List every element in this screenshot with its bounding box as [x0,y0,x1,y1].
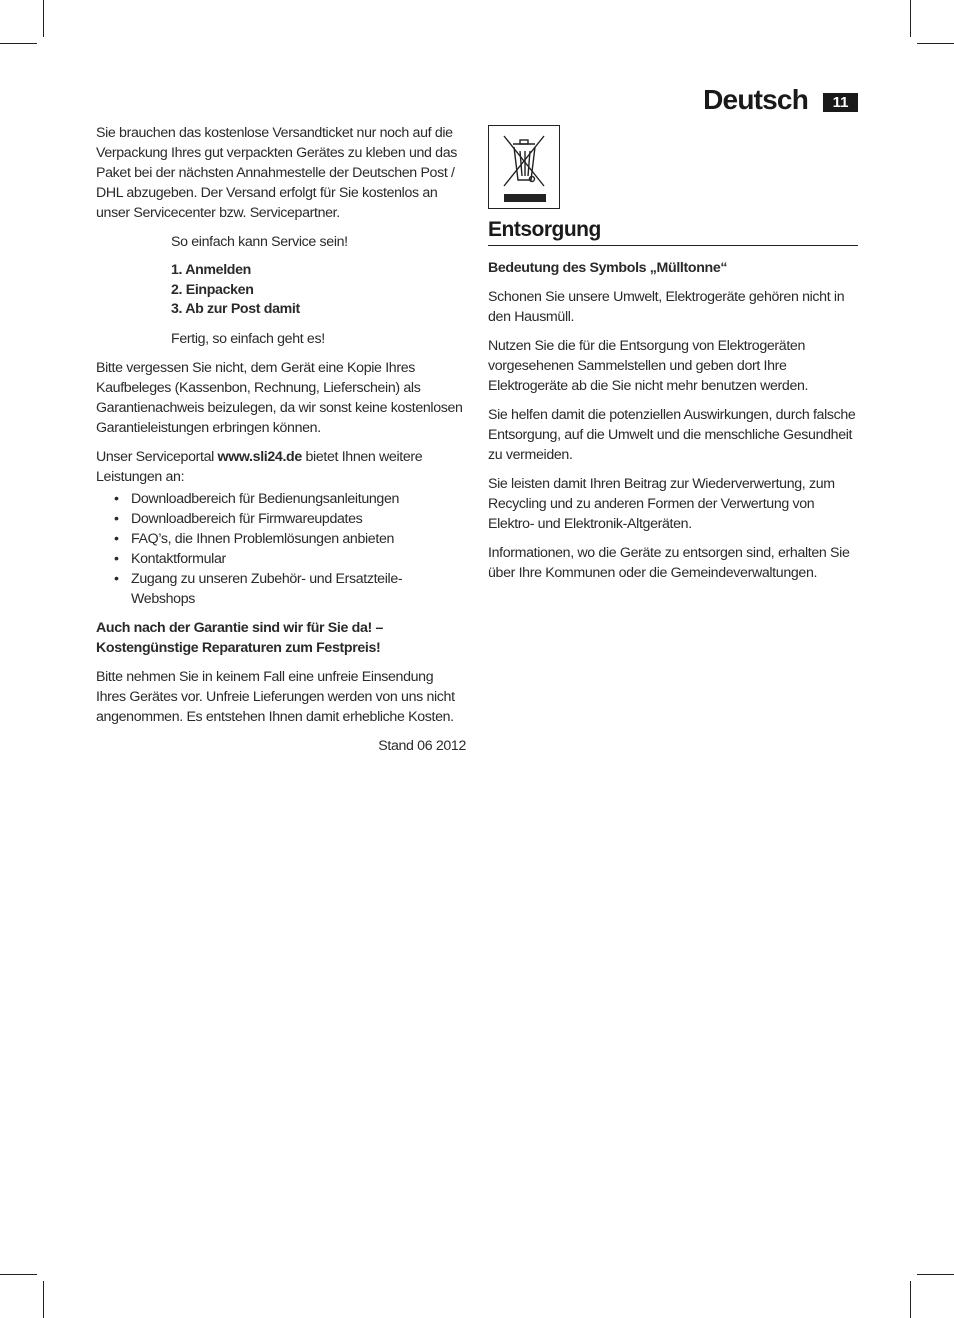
list-item: • Kontaktformular [96,549,466,569]
crop-mark [917,43,954,44]
disposal-paragraph: Sie helfen damit die potenziellen Auswirkungen, durch falsche Entsorgung, auf die Umwelt und die menschliche Gesundheit zu vermeiden. [488,407,856,463]
crop-mark [43,1281,44,1318]
service-steps [96,261,466,320]
crop-mark [0,43,37,44]
crop-mark [917,1274,954,1275]
step-item: 1. Anmelden [171,262,251,278]
right-column [488,125,858,592]
disposal-paragraph: Sie leisten damit Ihren Beitrag zur Wiederverwertung, zum Recycling und zu anderen Formen der Verwertung von Elektro- und Elektronik-Altgeräten. [488,476,835,532]
section-title: Entsorgung [488,217,858,246]
after-warranty-note: Auch nach der Garantie sind wir für Sie da! – Kostengünstige Reparaturen zum Festpreis! [96,619,383,656]
disposal-paragraph: Schonen Sie unsere Umwelt, Elektrogeräte gehören nicht in den Hausmüll. [488,289,845,325]
crossed-out-wheelie-bin-icon [488,125,560,209]
left-column [96,123,466,765]
list-item: • FAQ’s, die Ihnen Problemlösungen anbieten [96,529,466,549]
version-date: Stand 06 2012 [378,737,466,754]
disposal-paragraph: Informationen, wo die Geräte zu entsorgen sind, erhalten Sie über Ihre Kommunen oder die Gemeindeverwaltungen. [488,545,850,581]
services-list [96,489,466,609]
section-subtitle: Bedeutung des Symbols „Mülltonne“ [488,260,728,276]
receipt-note: Bitte vergessen Sie nicht, dem Gerät eine Kopie Ihres Kaufbeleges (Kassenbon, Rechnung, Lieferschein) als Garantienachweis beizulegen, da wir sonst keine kostenlosen Garantieleistungen erbringen können. [96,359,463,436]
shipping-intro: Sie brauchen das kostenlose Versandticket nur noch auf die Verpackung Ihres gut verpackten Gerätes zu kleben und das Paket bei der nächsten Annahmestelle der Deutschen Post / DHL abzugeben. Der Versand erfolgt für Sie kostenlos an unser Servicecenter bzw. Servicepartner. [96,125,457,221]
portal-prefix: Unser Serviceportal [96,448,218,465]
portal-paragraph [96,447,466,487]
crop-mark [43,0,44,37]
page-number: 11 [823,93,858,112]
step-item: 3. Ab zur Post damit [171,301,300,317]
list-item: • Zugang zu unseren Zubehör- und Ersatzteile-Webshops [96,569,466,609]
crop-mark [910,1281,911,1318]
step-item: 2. Einpacken [171,281,254,298]
disposal-paragraph: Nutzen Sie die für die Entsorgung von Elektrogeräten vorgesehenen Sammelstellen und geben dort Ihre Elektrogeräte ab die Sie nicht mehr benutzen werden. [488,338,809,394]
crop-mark [0,1274,37,1275]
unfree-shipment-note: Bitte nehmen Sie in keinem Fall eine unfreie Einsendung Ihres Gerätes vor. Unfreie Lieferungen werden von uns nicht angenommen. Es entstehen Ihnen damit erhebliche Kosten. [96,668,455,725]
page-language-title: Deutsch [703,84,808,115]
crop-mark [910,0,911,37]
done-text: Fertig, so einfach geht es! [171,330,325,347]
list-item: • Downloadbereich für Firmwareupdates [96,509,466,529]
service-slogan: So einfach kann Service sein! [171,234,348,250]
list-item: • Downloadbereich für Bedienungsanleitungen [96,489,466,509]
portal-suffix: bietet Ihnen weitere Leistungen an: [96,448,423,485]
portal-link[interactable]: www.sli24.de [217,448,302,465]
